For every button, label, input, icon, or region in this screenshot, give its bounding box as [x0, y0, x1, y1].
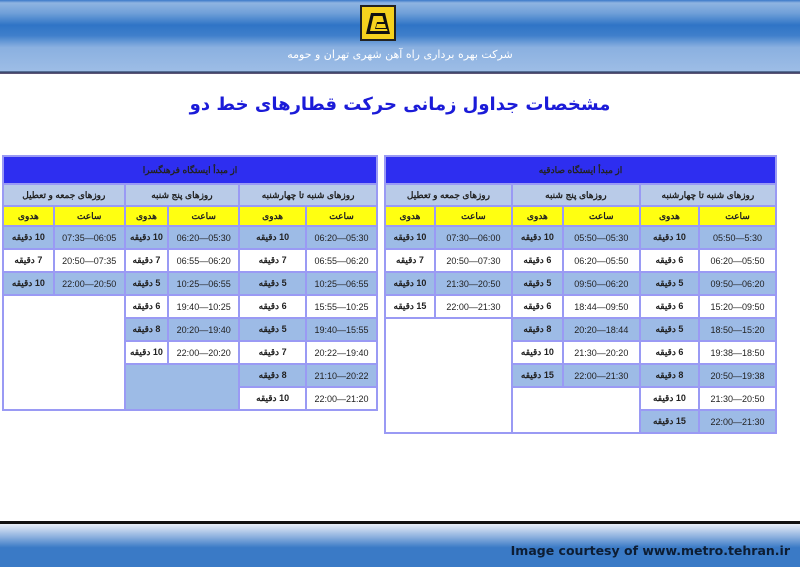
time-cell: 07:30—20:50 [436, 250, 511, 271]
time-cell: 09:50—18:44 [564, 296, 639, 317]
headway-cell: 10 دقیقه [240, 388, 305, 409]
headway-cell: 10 دقیقه [513, 342, 562, 363]
col-time: ساعت [55, 207, 124, 225]
time-cell: 19:38—20:50 [700, 365, 775, 386]
day-group-sat-wed: روزهای شنبه تا چهارشنبه [240, 185, 376, 205]
time-cell: 06:55—10:25 [169, 273, 238, 294]
time-cell: 18:44—20:20 [564, 319, 639, 340]
time-cell: 18:50—19:38 [700, 342, 775, 363]
col-time: ساعت [564, 207, 639, 225]
headway-cell: 5 دقیقه [641, 273, 698, 294]
table-row [386, 250, 775, 271]
col-headway: هدوی [126, 207, 168, 225]
time-cell: 05:50—06:20 [700, 250, 775, 271]
col-headway: هدوی [386, 207, 434, 225]
schedule-table-sadeghieh [384, 155, 777, 434]
time-cell: 19:40—20:20 [169, 319, 238, 340]
empty-cell [386, 319, 511, 432]
time-cell: 20:20—22:00 [169, 342, 238, 363]
empty-cell [4, 296, 124, 409]
time-cell: 19:40—20:22 [307, 342, 376, 363]
headway-cell: 7 دقیقه [386, 250, 434, 271]
time-cell: 20:20—21:30 [564, 342, 639, 363]
empty-cell [126, 365, 239, 409]
col-headway: هدوی [641, 207, 698, 225]
headway-cell: 10 دقیقه [386, 273, 434, 294]
time-cell: 10:25—19:40 [169, 296, 238, 317]
station-title: از مبدأ ایستگاه فرهنگسرا [4, 157, 376, 183]
headway-cell: 15 دقیقه [641, 411, 698, 432]
headway-cell: 5 دقیقه [513, 273, 562, 294]
time-cell: 05:30—06:20 [169, 227, 238, 248]
headway-cell: 15 دقیقه [513, 365, 562, 386]
headway-cell: 6 دقیقه [641, 342, 698, 363]
time-cell: 15:20—18:50 [700, 319, 775, 340]
col-headway: هدوی [4, 207, 53, 225]
headway-cell: 5 دقیقه [126, 273, 168, 294]
time-cell: 09:50—15:20 [700, 296, 775, 317]
headway-cell: 6 دقیقه [240, 296, 305, 317]
headway-cell: 8 دقیقه [513, 319, 562, 340]
col-headway: هدوی [513, 207, 562, 225]
header-banner [0, 0, 800, 74]
col-time: ساعت [307, 207, 376, 225]
headway-cell: 10 دقیقه [126, 342, 168, 363]
headway-cell: 6 دقیقه [513, 296, 562, 317]
headway-cell: 10 دقیقه [4, 273, 53, 294]
headway-cell: 10 دقیقه [386, 227, 434, 248]
headway-cell: 10 دقیقه [641, 227, 698, 248]
headway-cell: 5 دقیقه [240, 319, 305, 340]
col-time: ساعت [700, 207, 775, 225]
day-group-thu: روزهای پنج شنبه [126, 185, 239, 205]
time-cell: 10:25—15:55 [307, 296, 376, 317]
time-cell: 05:30—05:50 [564, 227, 639, 248]
col-time: ساعت [169, 207, 238, 225]
col-time: ساعت [436, 207, 511, 225]
time-cell: 06:05—07:35 [55, 227, 124, 248]
time-cell: 05:50—06:20 [564, 250, 639, 271]
col-headway: هدوی [240, 207, 305, 225]
headway-cell: 7 دقیقه [126, 250, 168, 271]
time-cell: 07:35—20:50 [55, 250, 124, 271]
tehran-metro-logo-icon [360, 5, 396, 41]
time-cell: 21:20—22:00 [307, 388, 376, 409]
headway-cell: 5 دقیقه [641, 319, 698, 340]
time-cell: 21:30—22:00 [700, 411, 775, 432]
headway-cell: 5 دقیقه [240, 273, 305, 294]
headway-cell: 6 دقیقه [126, 296, 168, 317]
station-title: از مبدأ ایستگاه صادقیه [386, 157, 775, 183]
time-cell: 06:55—10:25 [307, 273, 376, 294]
day-group-sat-wed: روزهای شنبه تا چهارشنبه [641, 185, 775, 205]
table-row [4, 250, 376, 271]
headway-cell: 7 دقیقه [240, 250, 305, 271]
time-cell: 21:30—22:00 [436, 296, 511, 317]
day-group-fri: روزهای جمعه و تعطیل [4, 185, 124, 205]
headway-cell: 7 دقیقه [240, 342, 305, 363]
table-row [386, 273, 775, 294]
day-group-thu: روزهای پنج شنبه [513, 185, 639, 205]
time-cell: 20:50—21:30 [436, 273, 511, 294]
time-cell: 15:55—19:40 [307, 319, 376, 340]
image-courtesy: Image courtesy of www.metro.tehran.ir [510, 543, 790, 558]
empty-cell [513, 388, 639, 432]
table-row [386, 227, 775, 248]
headway-cell: 6 دقیقه [641, 250, 698, 271]
headway-cell: 10 دقیقه [641, 388, 698, 409]
headway-cell: 8 دقیقه [126, 319, 168, 340]
headway-cell: 10 دقیقه [126, 227, 168, 248]
headway-cell: 15 دقیقه [386, 296, 434, 317]
day-group-fri: روزهای جمعه و تعطیل [386, 185, 511, 205]
table-row [4, 273, 376, 294]
table-row [386, 319, 775, 340]
headway-cell: 10 دقیقه [240, 227, 305, 248]
headway-cell: 6 دقیقه [513, 250, 562, 271]
schedule-table-farhangsara [2, 155, 378, 411]
company-name: شرکت بهره برداری راه آهن شهری تهران و حومه [287, 48, 513, 61]
table-row [4, 227, 376, 248]
time-cell: 20:50—21:30 [700, 388, 775, 409]
time-cell: 06:20—06:55 [307, 250, 376, 271]
time-cell: 06:20—09:50 [564, 273, 639, 294]
time-cell: 06:00—07:30 [436, 227, 511, 248]
headway-cell: 10 دقیقه [513, 227, 562, 248]
time-cell: 05:30—06:20 [307, 227, 376, 248]
headway-cell: 6 دقیقه [641, 296, 698, 317]
headway-cell: 10 دقیقه [4, 227, 53, 248]
time-cell: 06:20—06:55 [169, 250, 238, 271]
time-cell: 5:30—05:50 [700, 227, 775, 248]
time-cell: 20:50—22:00 [55, 273, 124, 294]
table-row [4, 296, 376, 317]
time-cell: 06:20—09:50 [700, 273, 775, 294]
headway-cell: 8 دقیقه [240, 365, 305, 386]
page-title: مشخصات جداول زمانی حرکت قطارهای خط دو [189, 94, 611, 115]
headway-cell: 8 دقیقه [641, 365, 698, 386]
headway-cell: 7 دقیقه [4, 250, 53, 271]
time-cell: 20:22—21:10 [307, 365, 376, 386]
table-row [386, 296, 775, 317]
time-cell: 21:30—22:00 [564, 365, 639, 386]
